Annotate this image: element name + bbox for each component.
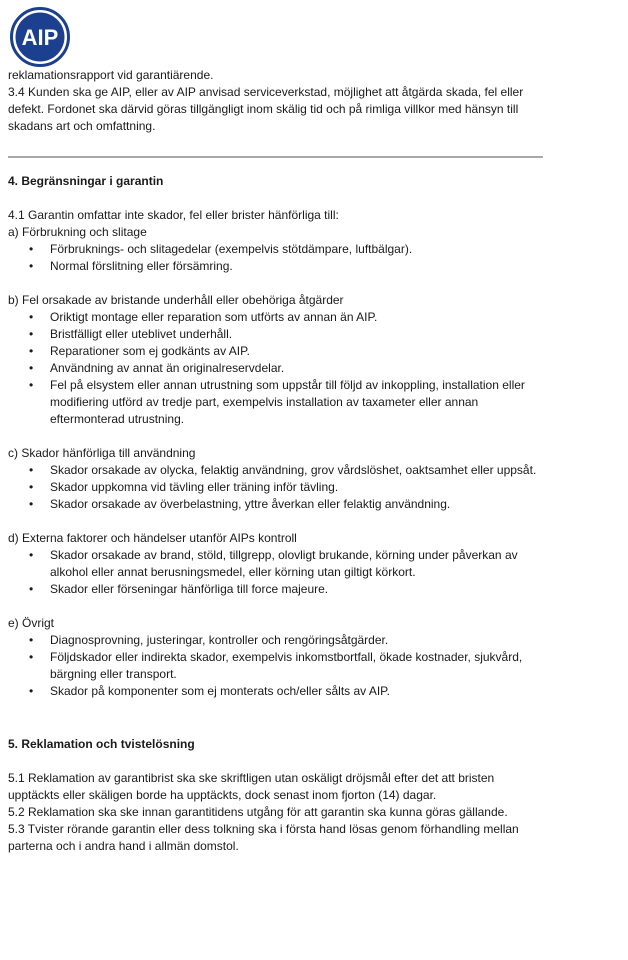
section-divider bbox=[8, 156, 543, 158]
section-5-paragraph: 5.1 Reklamation av garantibrist ska ske skriftligen utan oskäligt dröjsmål efter det att bristen upptäckts eller skäligen borde ha upptäckts, dock senast inom fjorton (14) dagar. bbox=[8, 771, 495, 802]
list-item: • Diagnosprovning, justeringar, kontroller och rengöringsåtgärder. bbox=[8, 632, 538, 649]
list-item: • Reparationer som ej godkänts av AIP. bbox=[8, 343, 538, 360]
list-item: • Fel på elsystem eller annan utrustning som uppstår till följd av inkoppling, installation eller modifiering utförd av tredje part, exempelvis installation av taxameter eller annan eftermonterad utrustning. bbox=[8, 377, 538, 428]
list-item: • Skador på komponenter som ej monterats och/eller sålts av AIP. bbox=[8, 683, 538, 700]
list-item: • Oriktigt montage eller reparation som utförts av annan än AIP. bbox=[8, 309, 538, 326]
section-5-paragraph: 5.3 Tvister rörande garantin eller dess tolkning ska i första hand lösas genom förhandling mellan parterna och i andra hand i allmän domstol. bbox=[8, 822, 519, 853]
list-item: • Normal förslitning eller försämring. bbox=[8, 258, 538, 275]
group-a-title: a) Förbrukning och slitage bbox=[8, 225, 147, 239]
group-c-list bbox=[8, 462, 538, 513]
list-item: • Bristfälligt eller uteblivet underhåll. bbox=[8, 326, 538, 343]
group-d-title: d) Externa faktorer och händelser utanför AIPs kontroll bbox=[8, 531, 297, 545]
document-body bbox=[8, 67, 538, 855]
list-item: • Skador eller förseningar hänförliga till force majeure. bbox=[8, 581, 538, 598]
group-d-list bbox=[8, 547, 538, 598]
intro-line: defekt. Fordonet ska därvid göras tillgängligt inom skälig tid och på rimliga villkor med hänsyn till bbox=[8, 102, 519, 116]
aip-logo-text: AIP bbox=[21, 25, 59, 50]
group-b-list bbox=[8, 309, 538, 428]
list-item: • Skador orsakade av brand, stöld, tillgrepp, olovligt brukande, körning under påverkan av alkohol eller annat berusningsmedel, eller körning utan giltigt körkort. bbox=[8, 547, 538, 581]
group-e-title: e) Övrigt bbox=[8, 616, 55, 630]
intro-line: reklamationsrapport vid garantiärende. bbox=[8, 68, 214, 82]
group-b-title: b) Fel orsakade av bristande underhåll eller obehöriga åtgärder bbox=[8, 293, 344, 307]
group-a-list bbox=[8, 241, 538, 275]
list-item: • Skador orsakade av olycka, felaktig användning, grov vårdslöshet, oaktsamhet eller uppsåt. bbox=[8, 462, 538, 479]
list-item: • Skador uppkomna vid tävling eller träning inför tävling. bbox=[8, 479, 538, 496]
list-item: • Skador orsakade av överbelastning, yttre åverkan eller felaktig användning. bbox=[8, 496, 538, 513]
aip-logo bbox=[10, 7, 70, 67]
section-5-paragraph: 5.2 Reklamation ska ske innan garantitidens utgång för att garantin ska kunna göras gällande. bbox=[8, 805, 508, 819]
list-item: • Följdskador eller indirekta skador, exempelvis inkomstbortfall, ökade kostnader, sjukvård, bärgning eller transport. bbox=[8, 649, 538, 683]
intro-line: 3.4 Kunden ska ge AIP, eller av AIP anvisad serviceverkstad, möjlighet att åtgärda skada, fel eller bbox=[8, 85, 524, 99]
list-item: • Förbruknings- och slitagedelar (exempelvis stötdämpare, luftbälgar). bbox=[8, 241, 538, 258]
intro-line: skadans art och omfattning. bbox=[8, 119, 156, 133]
list-item: • Användning av annat än originalreservdelar. bbox=[8, 360, 538, 377]
intro-block bbox=[8, 67, 538, 135]
section-4-lead: 4.1 Garantin omfattar inte skador, fel eller brister hänförliga till: bbox=[8, 208, 339, 222]
group-c-title: c) Skador hänförliga till användning bbox=[8, 446, 196, 460]
section-5-heading: 5. Reklamation och tvistelösning bbox=[8, 737, 195, 751]
section-4-heading: 4. Begränsningar i garantin bbox=[8, 174, 164, 188]
group-e-list bbox=[8, 632, 538, 700]
